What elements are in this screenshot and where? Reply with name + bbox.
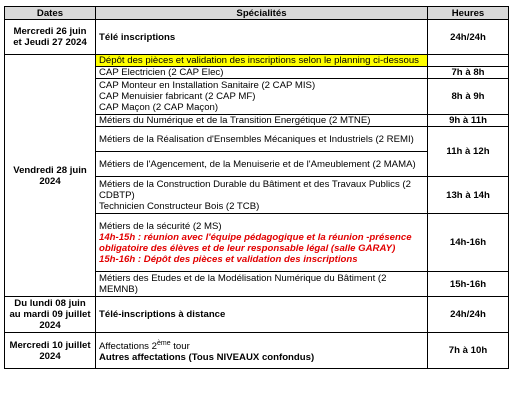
deposit-banner: Dépôt des pièces et validation des inscriptions selon le planning ci-dessous [96,55,428,67]
hours-cell: 9h à 11h [428,115,509,127]
table-row [5,20,509,55]
hours-cell: 8h à 9h [428,79,509,115]
specialty-line: CAP Maçon (2 CAP Maçon) [99,102,219,113]
specialty-line: CAP Monteur en Installation Sanitaire (2 CAP MIS) [99,80,316,91]
date-cell: Mercredi 10 juillet 2024 [5,333,96,369]
hours-cell: 11h à 12h [428,127,509,177]
specialty-line [99,338,424,352]
specialty-cell [96,214,428,272]
hours-cell: 14h-16h [428,214,509,272]
deposit-note: 15h-16h : Dépôt des pièces et validation des inscriptions [99,253,358,265]
specialty-line: Autres affectations (Tous NIVEAUX confondus) [99,352,315,364]
ordinal-suffix: ème [156,339,171,347]
hours-cell: 7h à 10h [428,333,509,369]
specialty-line: Métiers de la Réalisation d'Ensembles Mécaniques et Industriels (2 REMI) [99,133,414,145]
specialty-cell [96,67,428,79]
specialty-line: Métiers de l'Agencement, de la Menuiserie et de l'Ameublement (2 MAMA) [99,158,416,170]
specialty-line: Métiers de la Construction Durable du Bâtiment et des Travaux Publics (2 CDBTP) [99,178,411,201]
table-row [5,297,509,333]
specialty-cell [96,272,428,297]
specialty-cell [96,115,428,127]
empty-hours-cell [428,55,509,67]
specialty-line: CAP Electricien (2 CAP Elec) [99,67,224,78]
specialty-cell [96,333,428,369]
meeting-note: 14h-15h : réunion avec l'équipe pédagogique et la réunion -présence obligatoire des élèves et de leur responsable légal (salle GARAY) [99,231,412,254]
header-heures: Heures [428,7,509,20]
specialty-cell [96,152,428,177]
specialty-cell [96,127,428,152]
hours-cell: 13h à 14h [428,177,509,214]
header-specialites: Spécialités [96,7,428,20]
table-row [5,333,509,369]
hours-cell: 15h-16h [428,272,509,297]
schedule-table [4,6,509,369]
specialty-cell [96,79,428,115]
specialty-line: Métiers de la sécurité (2 MS) [99,220,222,232]
table-row [5,55,509,67]
specialty-line: Métiers des Etudes et de la Modélisation Numérique du Bâtiment (2 MEMNB) [99,273,387,295]
specialty-cell: Télé-inscriptions à distance [96,297,428,333]
hours-cell: 24h/24h [428,20,509,55]
specialty-cell: Télé inscriptions [96,20,428,55]
date-cell: Du lundi 08 juin au mardi 09 juillet 2024 [5,297,96,333]
date-cell: Mercredi 26 juin et Jeudi 27 2024 [5,20,96,55]
specialty-line: Technicien Constructeur Bois (2 TCB) [99,200,260,212]
date-cell: Vendredi 28 juin 2024 [5,55,96,297]
header-dates: Dates [5,7,96,20]
hours-cell: 7h à 8h [428,67,509,79]
header-row [5,7,509,20]
affectations-label: Affectations 2 [99,341,157,353]
hours-cell: 24h/24h [428,297,509,333]
tour-label: tour [170,341,190,353]
specialty-line: Métiers du Numérique et de la Transition Energétique (2 MTNE) [99,115,371,126]
specialty-cell [96,177,428,214]
specialty-line: CAP Menuisier fabricant (2 CAP MF) [99,91,256,102]
